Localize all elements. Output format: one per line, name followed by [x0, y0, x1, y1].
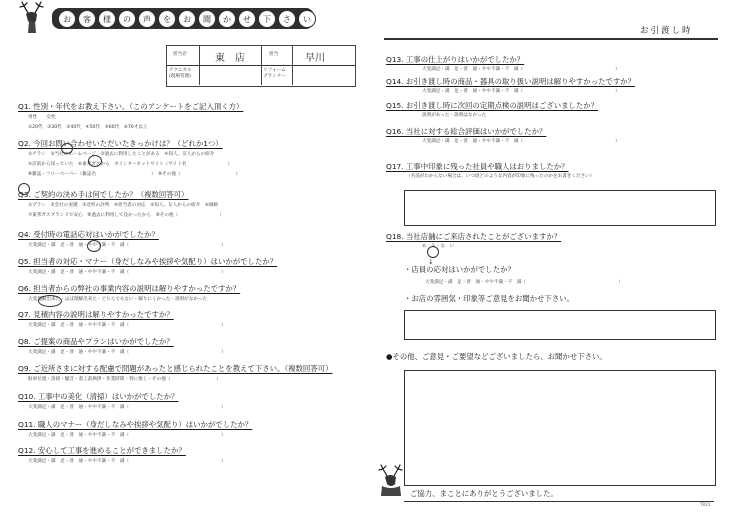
answer-options[interactable]: 大変満足・満 足・普 通・やや不満・不 満（ ）	[28, 270, 226, 275]
answer-options[interactable]: 大変満足・満 足・普 通・やや不満・不 満（ ）	[28, 433, 226, 438]
title-char: い	[298, 10, 316, 28]
question-label: Q12. 安心して工事を進めることができましたか？	[18, 446, 186, 455]
question-label: Q16. 当社に対する総合評価はいかがでしたか？	[386, 127, 547, 136]
person-label: 担当	[269, 52, 279, 57]
title-char: お	[178, 10, 196, 28]
answer-options[interactable]: ①20代 ②30代 ③40代 ④50代 ⑤60代 ⑥70才以上	[28, 125, 148, 130]
title-char: を	[158, 10, 176, 28]
answer-options[interactable]: 駐車位置・清掃・騒音・着工前挨拶・作業時間・特に無し・その他（ ）	[28, 377, 221, 382]
answer-options[interactable]: 大変満足・満 足・普 通・やや不満・不 満（ ）	[28, 405, 226, 410]
q18-arrow-icon: ↓	[428, 258, 434, 266]
answer-options[interactable]: ①チラシ ②当社のホームページ ③過去に利用したことがある ④知人、友人からの紹介	[28, 152, 215, 157]
answer-mark	[87, 240, 101, 252]
answer-options[interactable]: 説明があった・説明はなかった	[422, 113, 487, 118]
question-label: Q4. 受付時の電話応対はいかがでしたか？	[18, 230, 159, 239]
question-label: Q15. お引き渡し時に次回の定期点検の説明はございましたか？	[386, 101, 599, 110]
answer-options[interactable]: ①プラン ②会社の実績 ③近所の評判 ④担当者の対応 ⑤知人、友人からの紹介 ⑥価格	[28, 203, 219, 208]
answer-options[interactable]: あ る・な い	[422, 244, 455, 249]
answer-options[interactable]: （名前がわからない場合は、いつ頃どのような内容が印象に残ったのかをお書きください）	[406, 174, 595, 179]
person-value: 早川	[305, 53, 325, 64]
q17-answer-box[interactable]	[404, 190, 716, 226]
question-label: Q13. 工事の仕上がりはいかがでしたか？	[386, 55, 525, 64]
answer-options[interactable]: 大変満足・満 足・普 通・やや不満・不 満（ ）	[28, 323, 226, 328]
title-char: 下	[258, 10, 276, 28]
title-char: せ	[238, 10, 256, 28]
question-label: Q18. 当社店舗にご来店されたことがございますか？	[386, 232, 562, 241]
deer-logo-icon	[16, 1, 50, 35]
q18-sub1: ・店員の応対はいかがでしたか？	[404, 265, 515, 274]
deer-logo-icon	[376, 464, 406, 498]
q18-answer-box[interactable]	[404, 310, 716, 340]
footer-code: TR21	[700, 502, 711, 507]
question-label: Q8. ご提案の商品やプランはいかがでしたか？	[18, 337, 174, 346]
header-rule	[384, 38, 718, 40]
tech-label: テクニカル (現場管理)	[169, 68, 192, 79]
answer-options[interactable]: 大変満足・満 足・普 通・やや不満・不 満（ ）	[422, 139, 620, 144]
title-char: 様	[98, 10, 116, 28]
answer-options[interactable]: ⑤店前から知っていた ⑥東邦ガスから ⑦インターネットサイト（サイト名 ）	[28, 162, 233, 167]
answer-mark	[427, 246, 439, 258]
question-label: Q2. 今回お問い合わせいただいたきっかけは？（どれか1つ）	[18, 139, 223, 148]
question-label: Q14. お引き渡し時の商品・器具の取り扱い説明は解りやすかったですか？	[386, 77, 636, 86]
answer-options[interactable]: 大変満足・満 足・普 通・やや不満・不 満（ ）	[422, 67, 620, 72]
question-label: Q7. 見積内容の説明は解りやすかったですか？	[18, 310, 174, 319]
store-label: 担当店	[173, 52, 187, 57]
title-char: の	[118, 10, 136, 28]
title-char: さ	[278, 10, 296, 28]
q18-sub2: ・お店の雰囲気・印象等ご意見をお聞かせ下さい。	[404, 294, 574, 303]
answer-options[interactable]: 大変満足・満 足・普 通・やや不満・不 満（ ）	[28, 243, 226, 248]
answer-mark	[18, 183, 30, 195]
thanks-message: ご協力、まことにありがとうございました。	[410, 489, 558, 498]
title-char: か	[218, 10, 236, 28]
question-label: Q10. 工事中の美化（清掃）はいかがでしたか？	[18, 392, 179, 401]
question-label: Q5. 担当者の対応・マナー（身だしなみや挨拶や気配り）はいかがでしたか？	[18, 257, 278, 266]
title-char: 声	[138, 10, 156, 28]
answer-mark	[38, 295, 62, 307]
question-label: Q3. ご契約の決め手は何でしたか？（複数回答可）	[18, 190, 189, 199]
title-char: お	[58, 10, 76, 28]
delivery-label: お引渡し時	[640, 26, 693, 36]
question-label: Q9. ご近所さまに対する配慮で問題があったと感じられたことを教えて下さい。（複数回答可）	[18, 364, 333, 373]
store-value: 東 店	[215, 53, 245, 64]
answer-options[interactable]: 男性 女性	[28, 115, 56, 120]
answer-mark	[88, 155, 102, 167]
answer-mark	[61, 143, 73, 154]
answer-options[interactable]: ⑧雑誌・フリーペーパー（雑誌名 ） ⑨その他（ ）	[28, 172, 241, 177]
other-answer-box[interactable]	[404, 370, 716, 486]
info-table	[166, 45, 356, 87]
q18-sub1-options: 大変満足・満 足・普 通・やや不満・不 満（ ）	[425, 280, 623, 285]
page-title	[58, 9, 316, 28]
title-char: 客	[78, 10, 96, 28]
answer-options[interactable]: 大変満足・満 足・普 通・やや不満・不 満（ ）	[28, 459, 226, 464]
answer-options[interactable]: 大変満足・満 足・普 通・やや不満・不 満（ ）	[28, 350, 226, 355]
question-label: Q1. 性別・年代をお教え下さい。（このアンケートをご記入頂く方）	[18, 102, 244, 111]
question-label: Q17. 工事中印象に残った社員や職人はおりましたか？	[386, 162, 569, 171]
answer-options[interactable]: 大変満足・満 足・普 通・やや不満・不 満（ ）	[422, 89, 620, 94]
title-char: 聞	[198, 10, 216, 28]
other-label: ●その他、ご意見・ご要望などございましたら、お聞かせ下さい。	[386, 352, 607, 361]
answer-options[interactable]: 大変理解出来た・ほぼ理解出来た・どちらでもない・解りにくかった・説明がなかった	[28, 297, 208, 302]
question-label: Q6. 担当者からの弊社の事業内容の説明は解りやすかったですか？	[18, 284, 241, 293]
footer-rule	[404, 501, 714, 502]
reform-label: リフォーム プランナー	[263, 68, 286, 79]
question-label: Q11. 職人のマナー（身だしなみや挨拶や気配り）はいかがでしたか？	[18, 420, 253, 429]
answer-options[interactable]: ⑦東邦ガスブランドで安心 ⑧過去に利用して良かったから ⑨その他（ ）	[28, 213, 225, 218]
